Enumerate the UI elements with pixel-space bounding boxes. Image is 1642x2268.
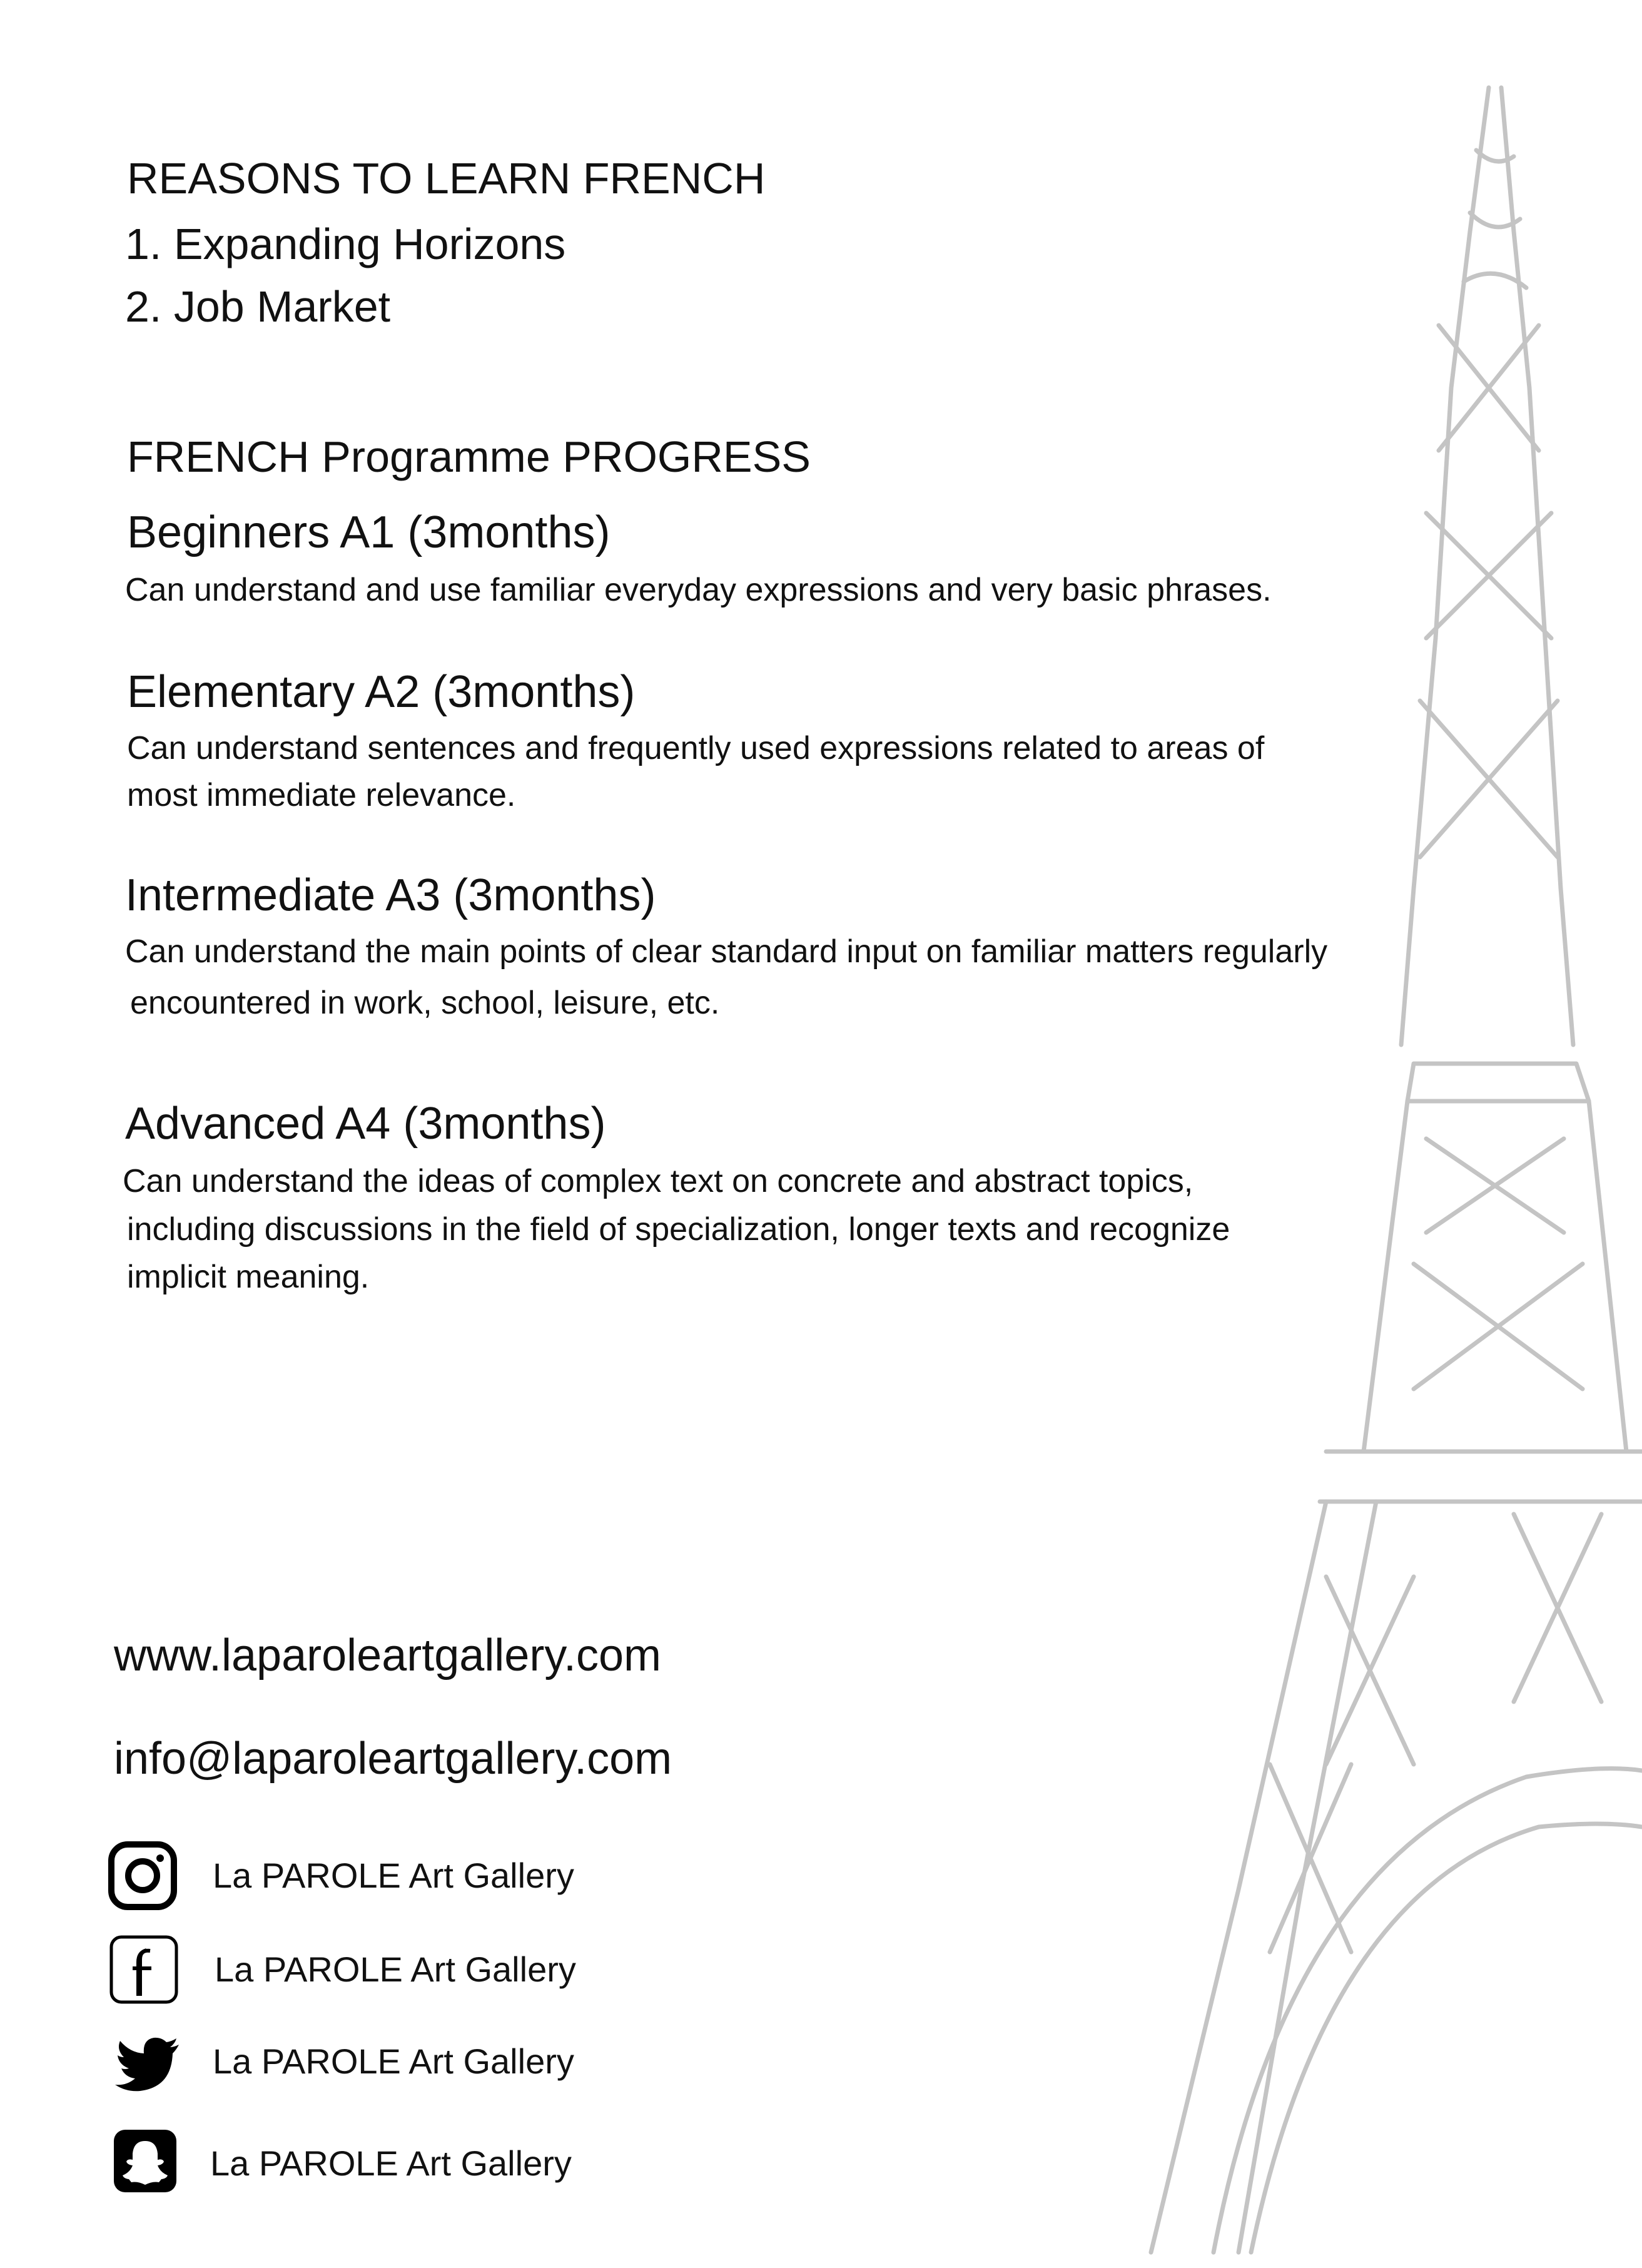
- reason-item: 1. Expanding Horizons: [125, 220, 566, 268]
- facebook-label[interactable]: La PAROLE Art Gallery: [215, 1950, 576, 1989]
- level-description-line: most immediate relevance.: [127, 777, 516, 813]
- instagram-icon[interactable]: [106, 1839, 179, 1912]
- level-title: Elementary A2 (3months): [127, 667, 636, 717]
- programme-heading: FRENCH Programme PROGRESS: [127, 432, 811, 481]
- level-description-line: implicit meaning.: [127, 1259, 370, 1295]
- snapchat-icon[interactable]: [111, 2127, 184, 2200]
- facebook-icon[interactable]: [108, 1933, 180, 2006]
- level-description-line: Can understand the ideas of complex text on concrete and abstract topics,: [123, 1163, 1193, 1199]
- snapchat-label[interactable]: La PAROLE Art Gallery: [210, 2143, 572, 2183]
- reason-item: 2. Job Market: [125, 282, 391, 331]
- website-link[interactable]: www.laparoleartgallery.com: [114, 1630, 662, 1681]
- level-description: Can understand and use familiar everyday expressions and very basic phrases.: [125, 572, 1272, 608]
- level-title: Advanced A4 (3months): [125, 1099, 606, 1149]
- level-title: Beginners A1 (3months): [127, 507, 611, 557]
- level-description-line: including discussions in the field of specialization, longer texts and recognize: [127, 1211, 1230, 1248]
- level-title: Intermediate A3 (3months): [125, 870, 656, 920]
- instagram-label[interactable]: La PAROLE Art Gallery: [213, 1856, 574, 1895]
- email-link[interactable]: info@laparoleartgallery.com: [114, 1734, 672, 1784]
- twitter-icon[interactable]: [111, 2027, 184, 2100]
- level-description-line: encountered in work, school, leisure, etc.: [130, 985, 720, 1021]
- twitter-label[interactable]: La PAROLE Art Gallery: [213, 2042, 574, 2081]
- level-description-line: Can understand the main points of clear standard input on familiar matters regularly: [125, 933, 1328, 970]
- reasons-heading: REASONS TO LEARN FRENCH: [127, 154, 766, 203]
- level-description-line: Can understand sentences and frequently used expressions related to areas of: [127, 730, 1265, 766]
